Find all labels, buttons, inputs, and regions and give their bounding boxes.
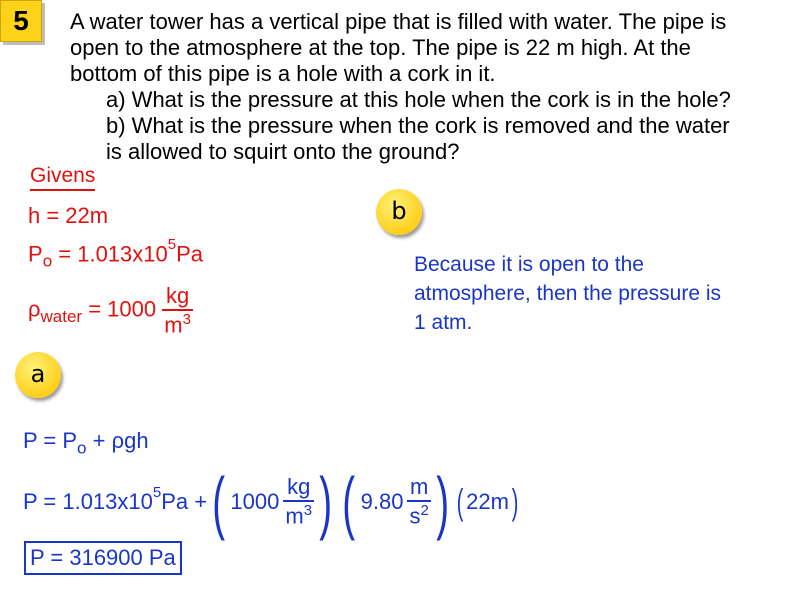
formula-subscript: o [77, 438, 87, 458]
answer-b-line-2: atmosphere, then the pressure is [414, 282, 722, 305]
question-b-line-2: is allowed to squirt onto the ground? [106, 139, 460, 164]
rho-unit-fraction [162, 283, 193, 338]
problem-line-2: open to the atmosphere at the top. The pipe is 22 m high. At the [70, 35, 691, 60]
gravity-value: 9.80 [360, 489, 404, 514]
given-height: h = 22m [28, 203, 109, 228]
left-paren: ( [212, 463, 226, 541]
givens-heading: Givens [30, 164, 95, 191]
left-paren: ( [342, 463, 356, 541]
formula-pressure: $P = P_o + \rho gh$ [23, 428, 149, 458]
height-value: 22m [466, 489, 509, 514]
right-paren: ) [319, 463, 333, 541]
substitution: P = 1.013x10 $^5$ Pa + ( 1000 $\frac{kg}{m^3}$ ) ( 9.80 $\frac{m}{s^2}$ ) ( 22m ) [23, 463, 519, 541]
sub-exponent: 5 [152, 483, 162, 501]
rho-unit-numerator: kg [162, 283, 193, 311]
question-a: a) What is the pressure at this hole when the cork is in the hole? [106, 87, 731, 112]
po-exponent: 5 [167, 236, 177, 253]
density-value: 1000 [230, 489, 280, 514]
given-water-density [28, 283, 193, 338]
rho-symbol: ρ [28, 296, 41, 322]
right-paren: ) [511, 481, 519, 522]
problem-line-3: bottom of this pipe is a hole with a cork in it. [70, 61, 496, 86]
po-value: = 1.013x10 [52, 241, 168, 267]
gravity-unit-fraction: $\frac{m}{s^2}$ [409, 474, 429, 529]
given-atmospheric-pressure [28, 236, 204, 272]
left-paren: ( [456, 481, 464, 522]
po-unit: Pa [176, 241, 204, 267]
rho-subscript: water [40, 306, 83, 326]
problem-number-badge: 5 [0, 0, 42, 42]
result-box: P = 316900 Pa [24, 541, 182, 575]
rho-value: = 1000 [82, 296, 157, 322]
problem-line-1: A water tower has a vertical pipe that is filled with water. The pipe is [70, 9, 727, 34]
answer-a-badge: a [15, 352, 61, 398]
density-unit-fraction: $\frac{kg}{m^3}$ [285, 474, 313, 529]
answer-b-line-3: 1 atm. [414, 311, 473, 334]
po-symbol: P [28, 241, 43, 267]
problem-statement [70, 9, 731, 165]
answer-b-text [414, 250, 721, 337]
right-paren: ) [436, 463, 449, 541]
answer-b-badge: b [376, 189, 422, 235]
answer-b-line-1: Because it is open to the [414, 253, 644, 276]
po-subscript: o [42, 251, 53, 271]
rho-unit-denominator: $m^3$ [164, 311, 191, 338]
question-b-line-1: b) What is the pressure when the cork is removed and the water [106, 113, 730, 138]
